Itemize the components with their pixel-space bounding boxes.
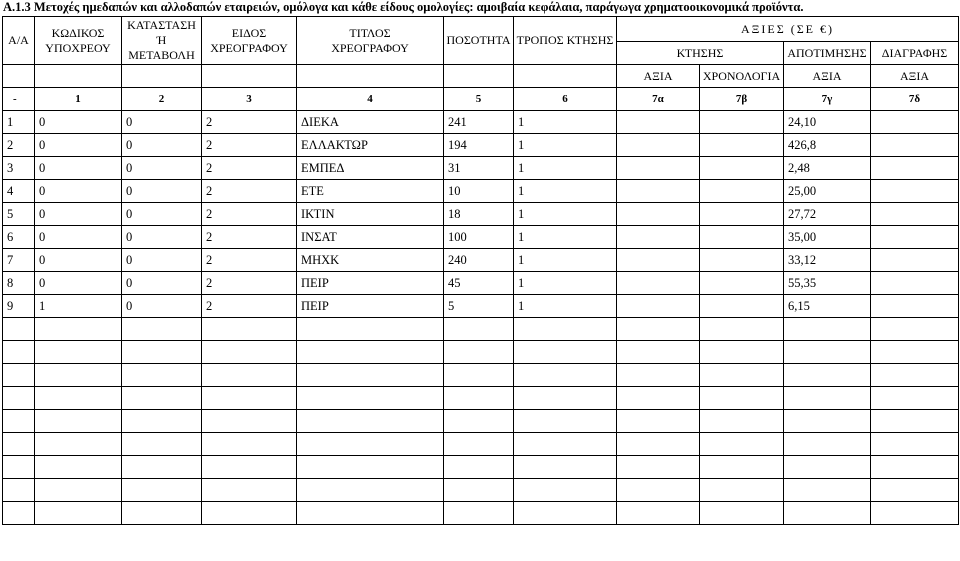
row-quantity: 45	[444, 272, 514, 295]
empty-cell	[514, 479, 617, 502]
empty-cell	[617, 318, 700, 341]
header-code-line2: ΥΠΟΧΡΕΟΥ	[45, 40, 111, 55]
row-aa: 1	[3, 111, 35, 134]
row-aa: 5	[3, 203, 35, 226]
empty-cell	[3, 502, 35, 525]
row-valuation-value: 2,48	[784, 157, 871, 180]
column-number: -	[3, 88, 35, 111]
empty-cell	[871, 364, 959, 387]
empty-cell	[700, 433, 784, 456]
empty-cell	[444, 456, 514, 479]
row-name: ΕΜΠΕΔ	[297, 157, 444, 180]
row-name: ΠΕΙΡ	[297, 295, 444, 318]
row-quantity: 31	[444, 157, 514, 180]
row-valuation-value: 6,15	[784, 295, 871, 318]
header-spacer	[122, 65, 202, 88]
empty-cell	[871, 433, 959, 456]
header-acquisition-value: ΑΞΙΑ	[617, 65, 700, 88]
empty-cell	[617, 341, 700, 364]
empty-cell	[202, 410, 297, 433]
header-acquisition-date: ΧΡΟΝΟΛΟΓΙΑ	[700, 65, 784, 88]
row-status: 0	[122, 111, 202, 134]
table-row	[3, 180, 959, 203]
row-name: ΜΗΧΚ	[297, 249, 444, 272]
empty-cell	[202, 387, 297, 410]
empty-cell	[444, 502, 514, 525]
empty-cell	[617, 479, 700, 502]
empty-cell	[35, 456, 122, 479]
empty-cell	[700, 318, 784, 341]
empty-row	[3, 433, 959, 456]
empty-cell	[297, 318, 444, 341]
row-acq-date	[700, 203, 784, 226]
row-acq-date	[700, 295, 784, 318]
row-name: ΙΝΣΑΤ	[297, 226, 444, 249]
empty-cell	[122, 318, 202, 341]
row-valuation-value: 35,00	[784, 226, 871, 249]
empty-cell	[35, 318, 122, 341]
empty-cell	[202, 341, 297, 364]
row-code: 0	[35, 180, 122, 203]
row-acq-date	[700, 180, 784, 203]
empty-cell	[871, 456, 959, 479]
empty-cell	[297, 341, 444, 364]
empty-cell	[3, 456, 35, 479]
row-quantity: 100	[444, 226, 514, 249]
empty-cell	[700, 410, 784, 433]
empty-cell	[35, 479, 122, 502]
row-quantity: 10	[444, 180, 514, 203]
row-status: 0	[122, 134, 202, 157]
empty-cell	[202, 433, 297, 456]
row-acq-value	[617, 134, 700, 157]
table-row	[3, 111, 959, 134]
empty-cell	[3, 479, 35, 502]
row-valuation-value: 24,10	[784, 111, 871, 134]
row-disposal-value	[871, 203, 959, 226]
empty-cell	[35, 364, 122, 387]
row-aa: 9	[3, 295, 35, 318]
empty-row	[3, 364, 959, 387]
row-code: 0	[35, 134, 122, 157]
row-kind: 2	[202, 111, 297, 134]
row-kind: 2	[202, 295, 297, 318]
row-status: 0	[122, 157, 202, 180]
empty-cell	[514, 433, 617, 456]
empty-cell	[35, 341, 122, 364]
column-number: 7β	[700, 88, 784, 111]
empty-cell	[871, 502, 959, 525]
row-acq-value	[617, 249, 700, 272]
empty-cell	[297, 410, 444, 433]
header-disposal-value: ΑΞΙΑ	[871, 65, 959, 88]
header-spacer	[202, 65, 297, 88]
header-kind-line1: ΕΙΔΟΣ	[231, 25, 267, 40]
empty-cell	[784, 318, 871, 341]
row-method: 1	[514, 249, 617, 272]
row-status: 0	[122, 295, 202, 318]
row-status: 0	[122, 180, 202, 203]
row-acq-value	[617, 295, 700, 318]
empty-cell	[617, 456, 700, 479]
empty-cell	[297, 502, 444, 525]
empty-cell	[617, 410, 700, 433]
page-title: Α.1.3 Μετοχές ημεδαπών και αλλοδαπών εταιρειών, ομόλογα και κάθε είδους ομολογίες: αμοιβαία κεφάλαια, παράγωγα χρηματοοικονομικά προϊόντα.	[3, 0, 804, 14]
column-number: 5	[444, 88, 514, 111]
row-code: 0	[35, 272, 122, 295]
header-kind	[202, 17, 297, 65]
row-kind: 2	[202, 249, 297, 272]
row-acq-value	[617, 111, 700, 134]
row-disposal-value	[871, 226, 959, 249]
table-row	[3, 157, 959, 180]
column-number: 4	[297, 88, 444, 111]
empty-cell	[784, 479, 871, 502]
row-aa: 4	[3, 180, 35, 203]
empty-row	[3, 318, 959, 341]
empty-cell	[122, 456, 202, 479]
header-aa: Α/Α	[3, 17, 35, 65]
row-aa: 6	[3, 226, 35, 249]
header-spacer	[444, 65, 514, 88]
empty-cell	[700, 479, 784, 502]
row-name: ΙΚΤΙΝ	[297, 203, 444, 226]
row-name: ΔΙΕΚΑ	[297, 111, 444, 134]
empty-cell	[514, 456, 617, 479]
empty-cell	[514, 364, 617, 387]
empty-cell	[700, 387, 784, 410]
header-quantity: ΠΟΣΟΤΗΤΑ	[444, 17, 514, 65]
header-name-line1: ΤΙΤΛΟΣ	[349, 25, 391, 40]
empty-cell	[514, 318, 617, 341]
header-code	[35, 17, 122, 65]
empty-cell	[122, 364, 202, 387]
column-number: 3	[202, 88, 297, 111]
row-kind: 2	[202, 134, 297, 157]
empty-cell	[871, 479, 959, 502]
empty-cell	[871, 387, 959, 410]
empty-cell	[784, 341, 871, 364]
empty-cell	[3, 387, 35, 410]
empty-cell	[871, 318, 959, 341]
row-method: 1	[514, 157, 617, 180]
empty-cell	[444, 341, 514, 364]
empty-cell	[297, 387, 444, 410]
empty-cell	[202, 479, 297, 502]
column-number: 7α	[617, 88, 700, 111]
row-method: 1	[514, 295, 617, 318]
empty-cell	[700, 456, 784, 479]
header-valuation-value: ΑΞΙΑ	[784, 65, 871, 88]
empty-row	[3, 479, 959, 502]
row-kind: 2	[202, 203, 297, 226]
empty-cell	[202, 364, 297, 387]
row-disposal-value	[871, 249, 959, 272]
row-code: 1	[35, 295, 122, 318]
empty-cell	[35, 410, 122, 433]
empty-cell	[617, 433, 700, 456]
empty-cell	[297, 364, 444, 387]
empty-cell	[122, 479, 202, 502]
empty-cell	[297, 479, 444, 502]
row-kind: 2	[202, 226, 297, 249]
column-number-row	[3, 88, 959, 111]
empty-cell	[35, 502, 122, 525]
row-aa: 8	[3, 272, 35, 295]
empty-cell	[122, 502, 202, 525]
table-row	[3, 134, 959, 157]
header-spacer	[3, 65, 35, 88]
row-method: 1	[514, 272, 617, 295]
empty-cell	[202, 456, 297, 479]
row-status: 0	[122, 249, 202, 272]
row-acq-value	[617, 203, 700, 226]
row-kind: 2	[202, 180, 297, 203]
row-status: 0	[122, 203, 202, 226]
empty-cell	[700, 341, 784, 364]
row-method: 1	[514, 180, 617, 203]
empty-cell	[784, 364, 871, 387]
row-acq-date	[700, 134, 784, 157]
column-number: 7δ	[871, 88, 959, 111]
empty-cell	[444, 410, 514, 433]
empty-cell	[297, 433, 444, 456]
row-disposal-value	[871, 295, 959, 318]
empty-cell	[3, 341, 35, 364]
row-valuation-value: 25,00	[784, 180, 871, 203]
row-code: 0	[35, 226, 122, 249]
row-acq-value	[617, 157, 700, 180]
header-disposal: ΔΙΑΓΡΑΦΗΣ	[871, 42, 959, 65]
empty-cell	[444, 479, 514, 502]
empty-cell	[784, 387, 871, 410]
row-aa: 2	[3, 134, 35, 157]
empty-cell	[871, 410, 959, 433]
table-row	[3, 226, 959, 249]
row-acq-date	[700, 272, 784, 295]
empty-cell	[514, 341, 617, 364]
header-spacer	[297, 65, 444, 88]
table-row	[3, 249, 959, 272]
row-acq-date	[700, 226, 784, 249]
row-kind: 2	[202, 157, 297, 180]
column-number: 7γ	[784, 88, 871, 111]
row-valuation-value: 55,35	[784, 272, 871, 295]
row-quantity: 194	[444, 134, 514, 157]
empty-cell	[3, 364, 35, 387]
empty-cell	[3, 318, 35, 341]
header-valuation: ΑΠΟΤΙΜΗΣΗΣ	[784, 42, 871, 65]
row-quantity: 241	[444, 111, 514, 134]
row-acq-date	[700, 157, 784, 180]
header-kind-line2: ΧΡΕΟΓΡΑΦΟΥ	[210, 40, 288, 55]
empty-cell	[617, 364, 700, 387]
empty-cell	[3, 433, 35, 456]
row-disposal-value	[871, 111, 959, 134]
header-status	[122, 17, 202, 65]
header-status-line1: ΚΑΤΑΣΤΑΣΗ	[127, 18, 196, 32]
row-code: 0	[35, 111, 122, 134]
empty-cell	[444, 387, 514, 410]
empty-cell	[514, 410, 617, 433]
empty-cell	[202, 318, 297, 341]
row-code: 0	[35, 157, 122, 180]
table-row	[3, 272, 959, 295]
column-number: 1	[35, 88, 122, 111]
empty-cell	[784, 456, 871, 479]
header-spacer	[35, 65, 122, 88]
empty-cell	[617, 502, 700, 525]
empty-row	[3, 341, 959, 364]
empty-cell	[35, 433, 122, 456]
empty-cell	[784, 502, 871, 525]
row-method: 1	[514, 111, 617, 134]
row-method: 1	[514, 203, 617, 226]
empty-cell	[122, 341, 202, 364]
empty-cell	[784, 433, 871, 456]
column-number: 2	[122, 88, 202, 111]
empty-cell	[122, 433, 202, 456]
row-kind: 2	[202, 272, 297, 295]
row-valuation-value: 33,12	[784, 249, 871, 272]
row-quantity: 240	[444, 249, 514, 272]
header-values-group: ΑΞΙΕΣ (ΣΕ €)	[617, 17, 959, 42]
row-code: 0	[35, 203, 122, 226]
empty-cell	[3, 410, 35, 433]
empty-cell	[514, 502, 617, 525]
header-name-line2: ΧΡΕΟΓΡΑΦΟΥ	[331, 40, 409, 55]
row-method: 1	[514, 134, 617, 157]
row-acq-value	[617, 272, 700, 295]
row-status: 0	[122, 226, 202, 249]
empty-cell	[784, 410, 871, 433]
row-code: 0	[35, 249, 122, 272]
row-acq-value	[617, 180, 700, 203]
column-number: 6	[514, 88, 617, 111]
row-disposal-value	[871, 157, 959, 180]
header-acquisition: ΚΤΗΣΗΣ	[617, 42, 784, 65]
header-acquisition-method: ΤΡΟΠΟΣ ΚΤΗΣΗΣ	[514, 17, 617, 65]
empty-row	[3, 456, 959, 479]
empty-cell	[700, 364, 784, 387]
row-quantity: 5	[444, 295, 514, 318]
row-quantity: 18	[444, 203, 514, 226]
header-name	[297, 17, 444, 65]
empty-cell	[514, 387, 617, 410]
row-name: ΕΤΕ	[297, 180, 444, 203]
header-status-line2: Ή	[156, 33, 167, 47]
empty-cell	[297, 456, 444, 479]
row-valuation-value: 27,72	[784, 203, 871, 226]
empty-cell	[202, 502, 297, 525]
empty-cell	[122, 387, 202, 410]
row-aa: 3	[3, 157, 35, 180]
row-acq-date	[700, 111, 784, 134]
header-status-line3: ΜΕΤΑΒΟΛΗ	[128, 48, 195, 62]
table-row	[3, 295, 959, 318]
row-disposal-value	[871, 134, 959, 157]
empty-cell	[871, 341, 959, 364]
empty-cell	[444, 433, 514, 456]
row-acq-date	[700, 249, 784, 272]
empty-cell	[444, 364, 514, 387]
empty-cell	[444, 318, 514, 341]
row-method: 1	[514, 226, 617, 249]
empty-cell	[700, 502, 784, 525]
header-code-line1: ΚΩΔΙΚΟΣ	[51, 25, 105, 40]
row-status: 0	[122, 272, 202, 295]
row-name: ΠΕΙΡ	[297, 272, 444, 295]
row-disposal-value	[871, 180, 959, 203]
table-row	[3, 203, 959, 226]
row-acq-value	[617, 226, 700, 249]
row-name: ΕΛΛΑΚΤΩΡ	[297, 134, 444, 157]
securities-table	[2, 16, 959, 525]
empty-cell	[617, 387, 700, 410]
row-aa: 7	[3, 249, 35, 272]
row-disposal-value	[871, 272, 959, 295]
row-valuation-value: 426,8	[784, 134, 871, 157]
header-spacer	[514, 65, 617, 88]
empty-row	[3, 387, 959, 410]
empty-cell	[122, 410, 202, 433]
empty-row	[3, 410, 959, 433]
empty-cell	[35, 387, 122, 410]
empty-row	[3, 502, 959, 525]
